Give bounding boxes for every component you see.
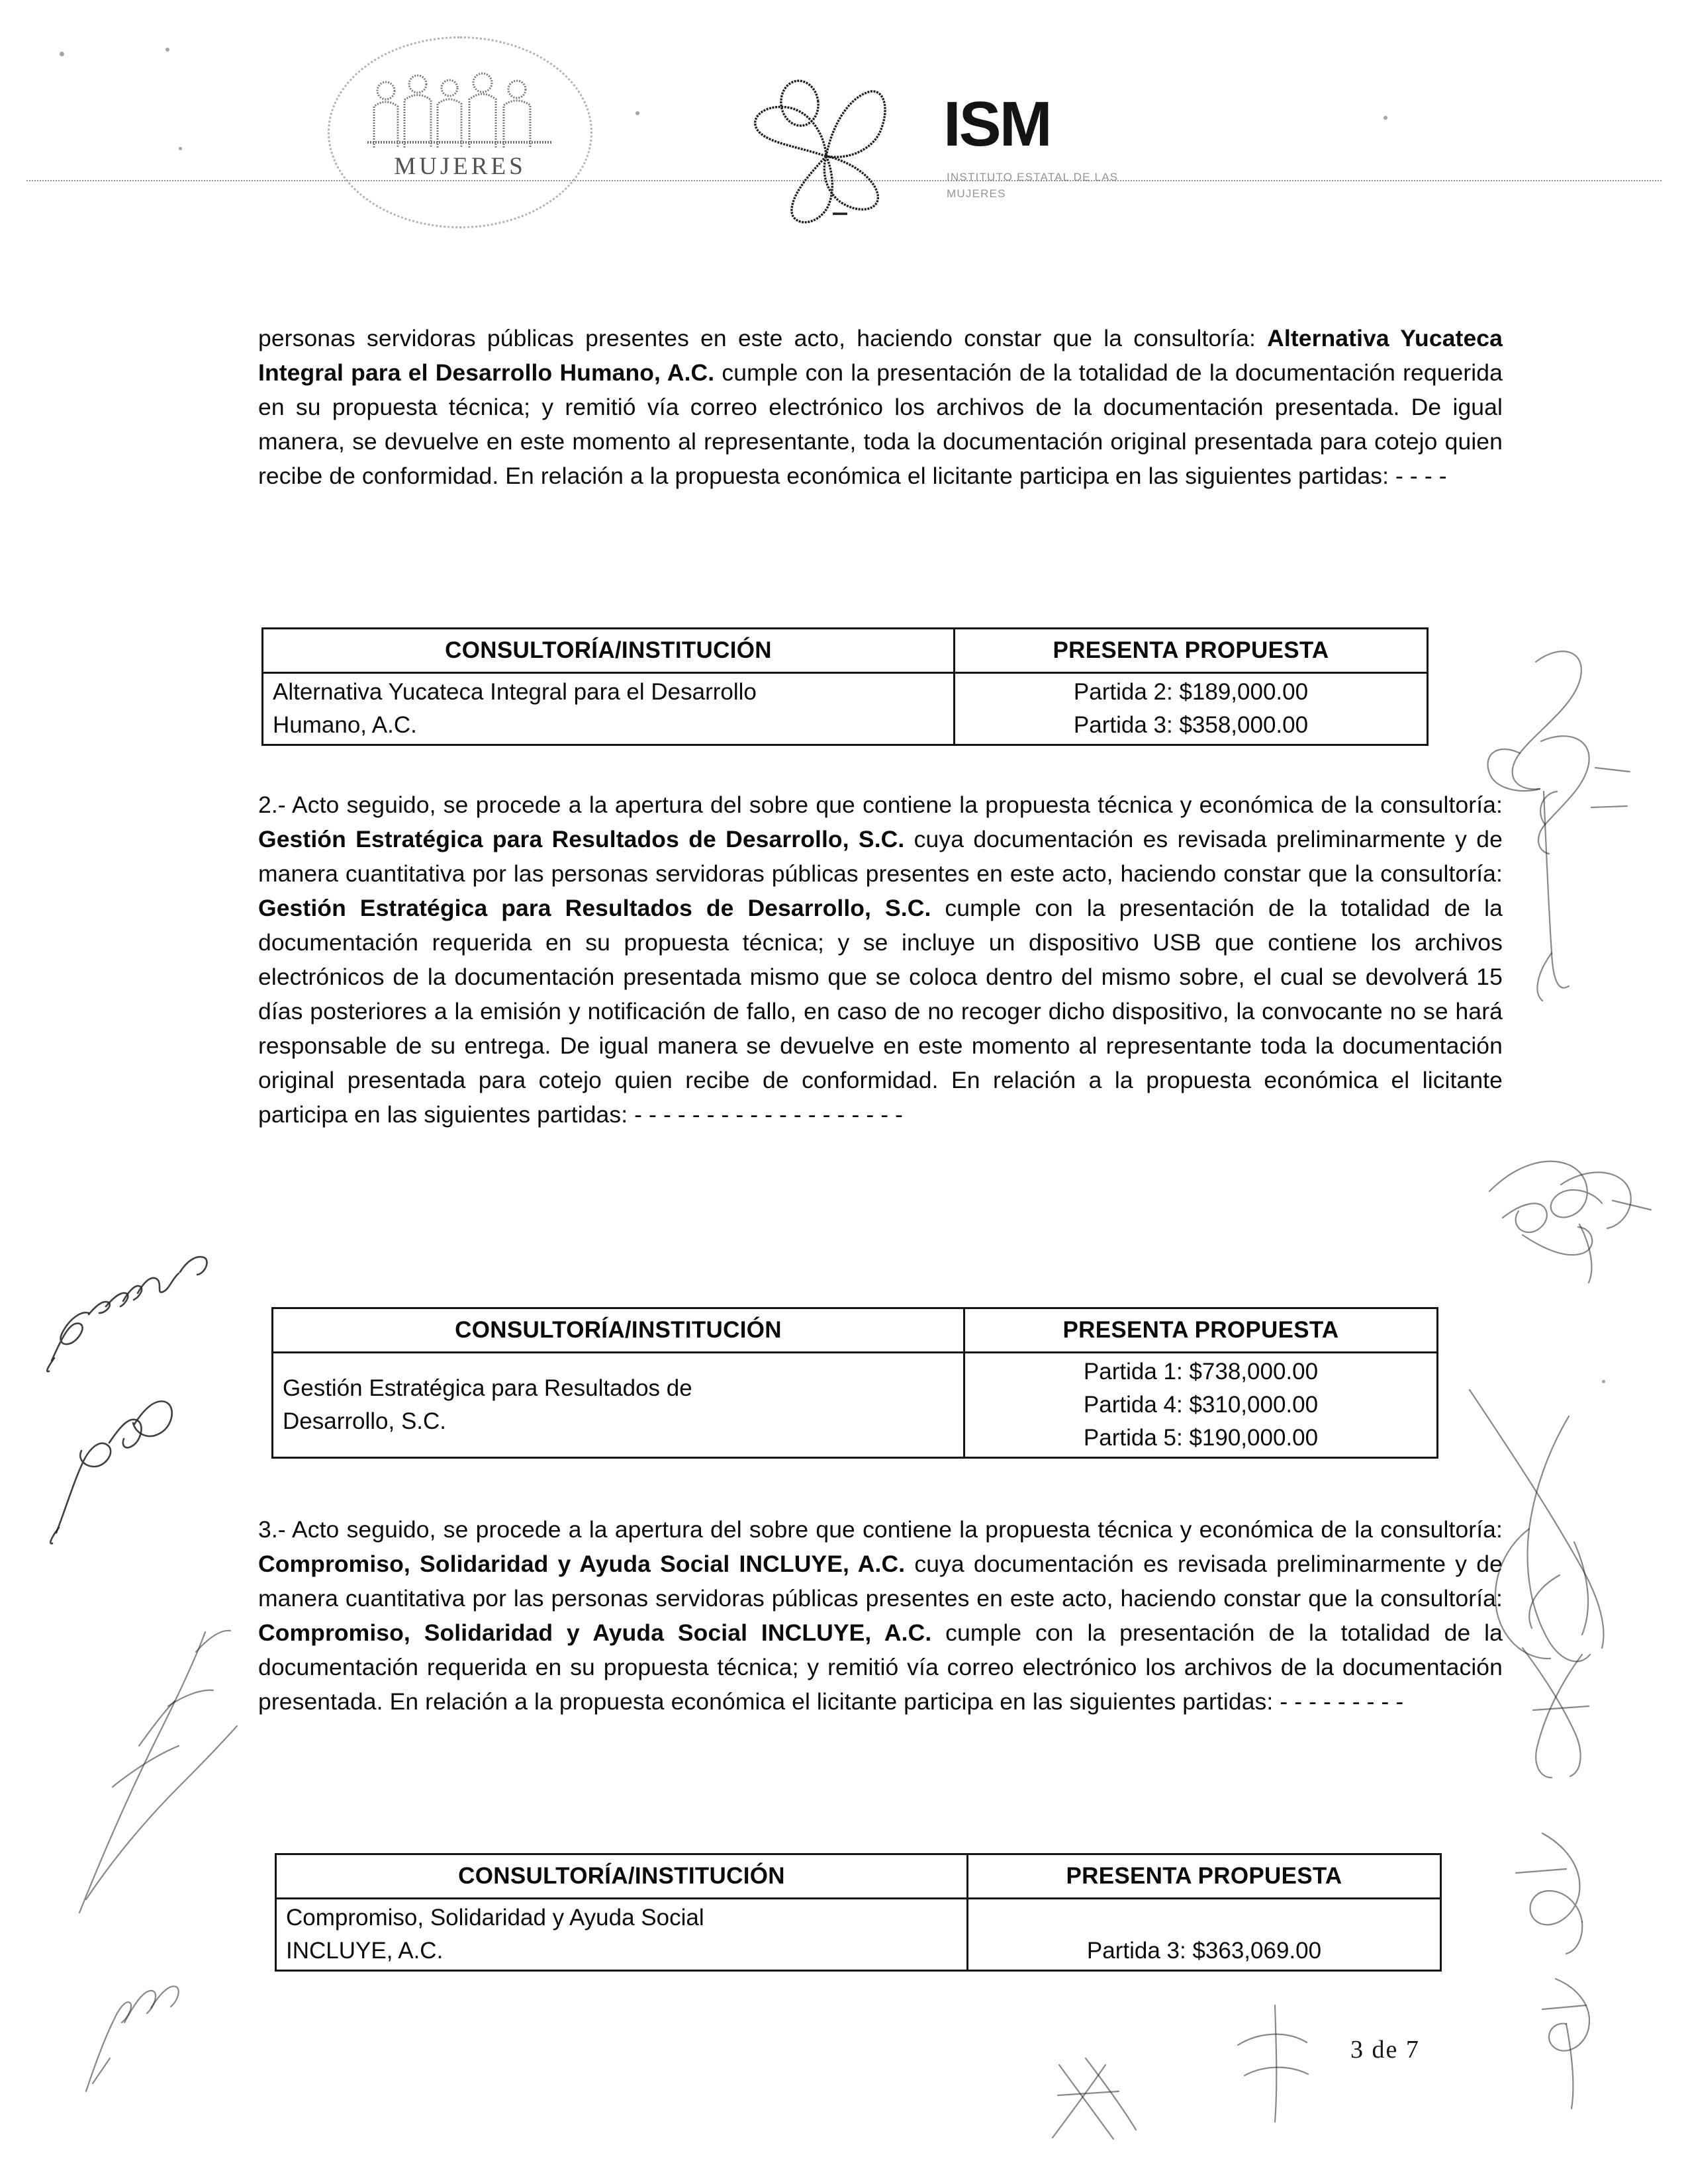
- paragraph-3: [258, 1512, 1503, 1719]
- consultoria-line-1: Gestión Estratégica para Resultados de: [283, 1375, 692, 1401]
- p3-bold-consultoria-2: Compromiso, Solidaridad y Ayuda Social INCLUYE, A.C.: [258, 1619, 932, 1646]
- propuesta-item: Partida 5: $190,000.00: [1083, 1425, 1319, 1451]
- table-header-row: [276, 1854, 1441, 1899]
- scan-speck: [165, 48, 169, 52]
- handwritten-bottom-scrawl-2: [1218, 1999, 1331, 2131]
- propuesta-item: Partida 3: $363,069.00: [1086, 1938, 1322, 1964]
- ism-wordmark: ISM: [943, 89, 1051, 159]
- paragraph-block-1: [258, 321, 1503, 493]
- p2-before-bold: 2.- Acto seguido, se procede a la apertura del sobre que contiene la propuesta técnica y económica de la consultoría:: [258, 792, 1503, 818]
- p1-after-bold: cumple con la presentación de la totalidad de la documentación requerida en su propuesta técnica; y remitió vía correo electrónico los archivos de la documentación presentada. De igual manera, se devuelve en este momento al representante, toda la documentación original presentada para cotejo quien recibe de conformidad. En relación a la propuesta económica el licitante participa en las siguientes partidas: - - - -: [258, 359, 1503, 489]
- group-of-figures-icon: [361, 68, 559, 148]
- cell-propuesta-values: [955, 673, 1428, 745]
- propuesta-item: Partida 1: $738,000.00: [1083, 1359, 1319, 1385]
- p2-after-bold: cumple con la presentación de la totalidad de la documentación requerida en su propuesta técnica; y se incluye un dispositivo USB que contiene los archivos electrónicos de la documentación presentada mismo que se coloca dentro del mismo sobre, el cual se devolverá 15 días posteriores a la emisión y notificación de fallo, en caso de no recoger dicho dispositivo, la convocante no se hará responsable de su entrega. De igual manera se devuelve en este momento al representante toda la documentación original presentada para cotejo quien recibe de conformidad. En relación a la propuesta económica el licitante participa en las siguientes partidas: - - - - - - - - - - - - - - - - - - -: [258, 895, 1503, 1128]
- handwritten-bottom-scrawl-1: [1039, 2045, 1158, 2151]
- handwritten-signature-right-2: [1483, 1145, 1675, 1297]
- p3-before-bold: 3.- Acto seguido, se procede a la apertura del sobre que contiene la propuesta técnica y económica de la consultoría:: [258, 1516, 1503, 1543]
- document-header: [0, 0, 1688, 265]
- column-header-consultoria: CONSULTORÍA/INSTITUCIÓN: [273, 1308, 964, 1353]
- scan-speck: [179, 147, 182, 150]
- paragraph-block-3: [258, 1512, 1503, 1719]
- ism-subtitle: INSTITUTO ESTATAL DE LAS MUJERES: [947, 171, 1119, 200]
- proposals-table-3: [275, 1853, 1442, 1972]
- table-row: [273, 1353, 1438, 1458]
- p3-after-bold: cumple con la presentación de la totalidad de la documentación requerida en su propuesta técnica; y remitió vía correo electrónico los archivos de la documentación presentada. En relación a la propuesta económica el licitante participa en las siguientes partidas: - - - - - - - - -: [258, 1619, 1503, 1715]
- consultoria-line-2: Desarrollo, S.C.: [283, 1408, 447, 1434]
- handwritten-left-large-scrawl: [73, 1569, 271, 1919]
- handwritten-signature-right-5: [1503, 1827, 1635, 1959]
- paragraph-1: [258, 321, 1503, 493]
- scan-speck: [60, 52, 64, 56]
- table-row: [263, 673, 1428, 745]
- handwritten-left-bottom-scrawl: [73, 1959, 205, 2105]
- seal-word-label: MUJERES: [394, 153, 526, 180]
- handwritten-signature-right-4: [1496, 1641, 1648, 1787]
- cell-consultoria-name: [263, 673, 955, 745]
- handwritten-bue-annotation: [36, 1377, 235, 1549]
- cell-consultoria-name: [273, 1353, 964, 1458]
- p1-before-bold: personas servidoras públicas presentes en este acto, haciendo constar que la consultoría:: [258, 325, 1268, 351]
- scan-speck: [1602, 1380, 1605, 1383]
- p3-bold-consultoria: Compromiso, Solidaridad y Ayuda Social INCLUYE, A.C.: [258, 1551, 906, 1577]
- mujeres-seal: [328, 36, 592, 228]
- column-header-consultoria: CONSULTORÍA/INSTITUCIÓN: [263, 629, 955, 673]
- scan-speck: [1383, 116, 1387, 120]
- propuesta-item: Partida 2: $189,000.00: [1073, 679, 1309, 705]
- cell-propuesta-values: [964, 1353, 1438, 1458]
- column-header-propuesta: PRESENTA PROPUESTA: [964, 1308, 1438, 1353]
- scan-speck: [635, 111, 639, 115]
- p2-bold-consultoria-2: Gestión Estratégica para Resultados de Desarrollo, S.C.: [258, 895, 931, 921]
- consultoria-line-1: Alternativa Yucateca Integral para el Desarrollo: [273, 679, 757, 705]
- cell-consultoria-name: [276, 1899, 968, 1971]
- column-header-propuesta: PRESENTA PROPUESTA: [955, 629, 1428, 673]
- p2-bold-consultoria: Gestión Estratégica para Resultados de Desarrollo, S.C.: [258, 826, 905, 852]
- column-header-propuesta: PRESENTA PROPUESTA: [968, 1854, 1441, 1899]
- p3-mid: cuya documentación es revisada preliminarmente y de manera cuantitativa por las personas servidoras públicas presentes en este acto, haciendo constar que la consultoría:: [258, 1551, 1503, 1612]
- table-header-row: [273, 1308, 1438, 1353]
- p1-bold-consultoria: Alternativa Yucateca Integral para el Desarrollo Humano, A.C.: [258, 325, 1503, 386]
- column-header-consultoria: CONSULTORÍA/INSTITUCIÓN: [276, 1854, 968, 1899]
- handwritten-signature-right-6: [1523, 1972, 1642, 2118]
- paragraph-block-2: [258, 788, 1503, 1132]
- flower-pinwheel-icon: [748, 78, 920, 230]
- propuesta-item: Partida 3: $358,000.00: [1073, 712, 1309, 738]
- p2-mid: cuya documentación es revisada preliminarmente y de manera cuantitativa por las personas servidoras públicas presentes en este acto, haciendo constar que la consultoría:: [258, 826, 1503, 887]
- cell-propuesta-values: [968, 1899, 1441, 1971]
- consultoria-line-1: Compromiso, Solidaridad y Ayuda Social: [286, 1905, 704, 1931]
- table-header-row: [263, 629, 1428, 673]
- propuesta-item: Partida 4: $310,000.00: [1083, 1392, 1319, 1418]
- proposals-table-2: [271, 1307, 1438, 1459]
- page-number: 3 de 7: [1350, 2036, 1420, 2064]
- paragraph-2: [258, 788, 1503, 1132]
- consultoria-line-2: INCLUYE, A.C.: [286, 1938, 444, 1964]
- handwritten-serena-annotation: [40, 1231, 265, 1377]
- ism-logo: [748, 78, 1211, 237]
- consultoria-line-2: Humano, A.C.: [273, 712, 417, 738]
- proposals-table-1: [261, 627, 1429, 746]
- table-row: [276, 1899, 1441, 1971]
